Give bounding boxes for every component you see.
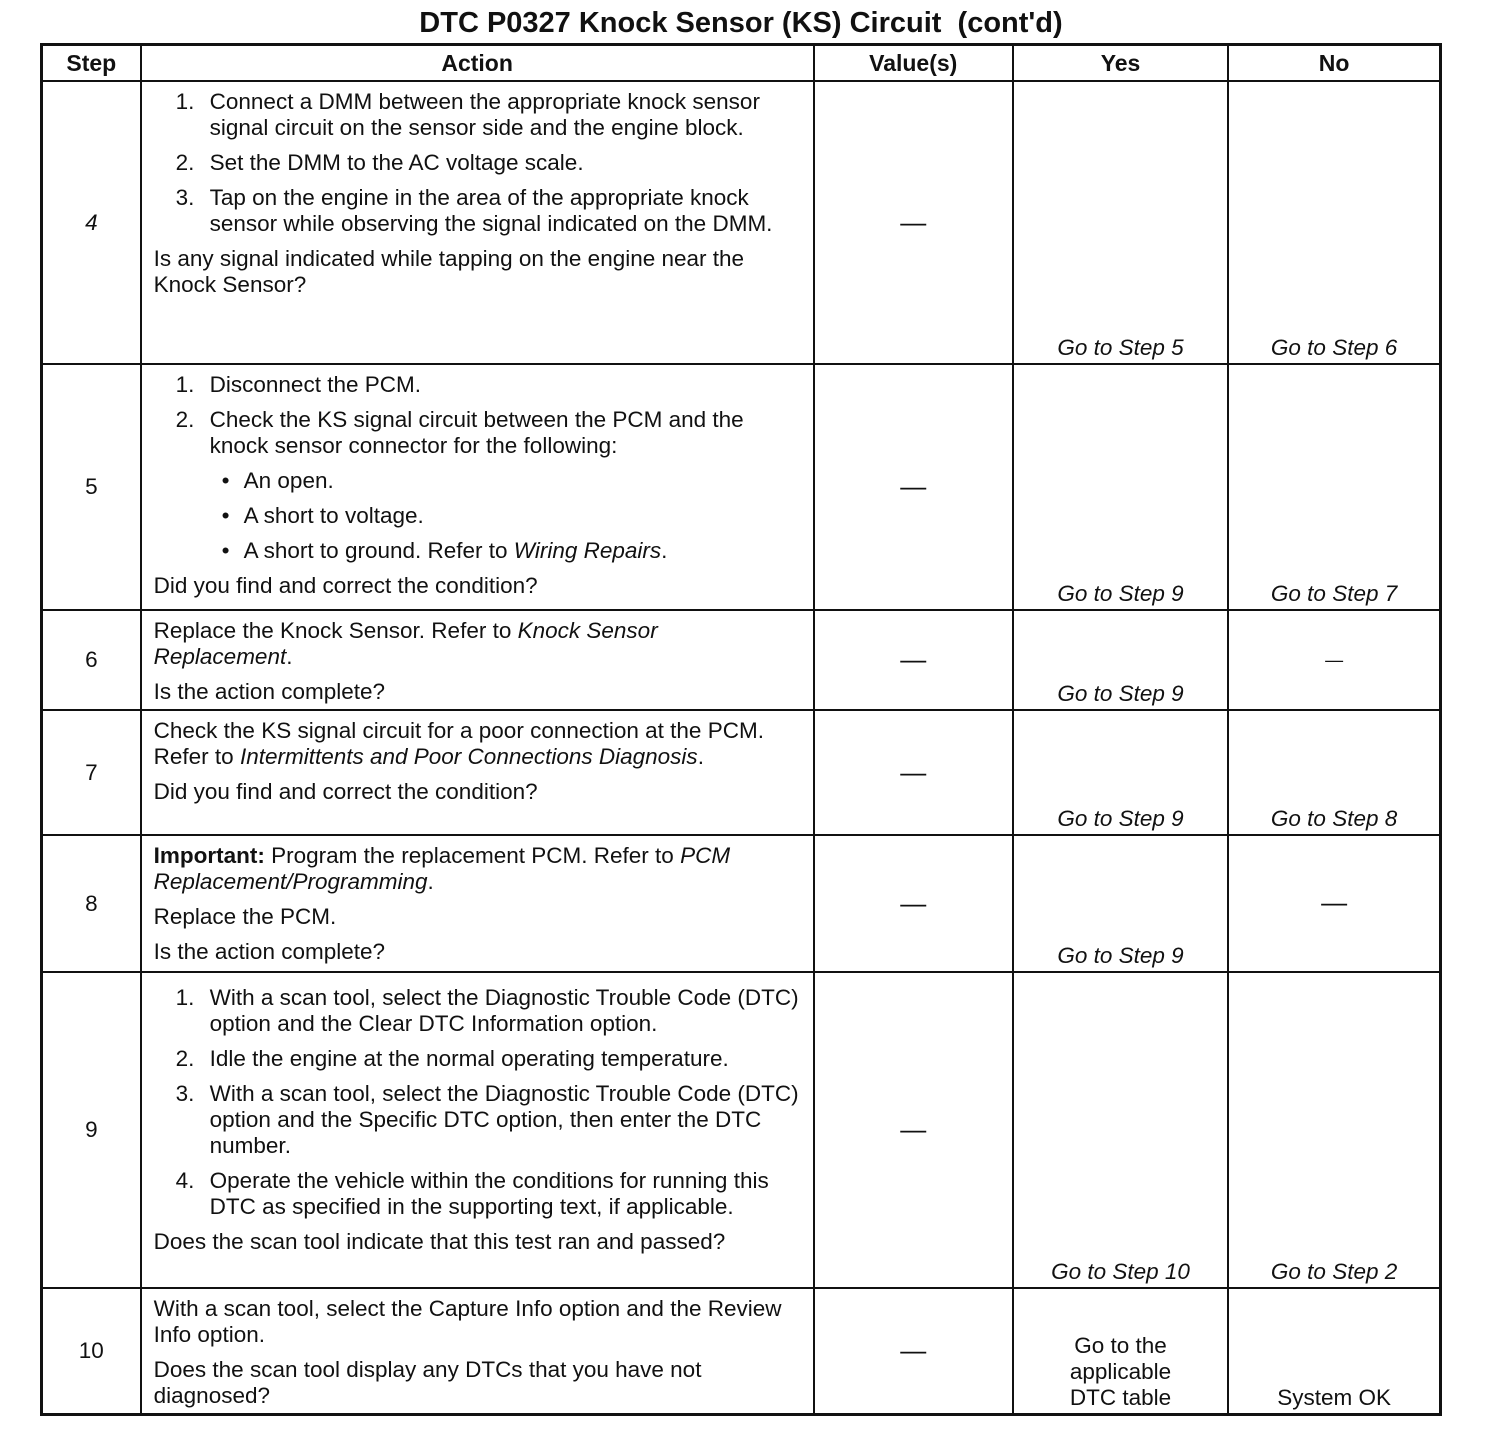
no-cell: — <box>1228 610 1440 710</box>
bullet-item: • A short to ground. Refer to Wiring Repairs. <box>221 538 668 563</box>
step-number: 9 <box>42 972 141 1288</box>
reference-link: Intermittents and Poor Connections Diagnosis <box>239 744 698 769</box>
value-cell: — <box>814 364 1013 610</box>
numbered-list <box>154 985 803 1220</box>
no-cell: System OK <box>1228 1288 1440 1415</box>
numbered-list <box>154 372 803 564</box>
no-cell: — <box>1228 835 1440 972</box>
diagnostic-table <box>40 43 1442 1416</box>
bullet-item: • An open. <box>221 468 334 493</box>
list-item: 2. Check the KS signal circuit between the PCM and the knock sensor connector for the following: • An open. • A short to voltage. • A short to ground. Refer to Wiring Repairs. <box>154 407 803 564</box>
step-number: 10 <box>42 1288 141 1415</box>
action-cell <box>141 710 814 835</box>
page-title: DTC P0327 Knock Sensor (KS) Circuit (cont'd) <box>419 7 1063 39</box>
step-number: 5 <box>42 364 141 610</box>
no-cell: Go to Step 7 <box>1228 364 1440 610</box>
step-number: 7 <box>42 710 141 835</box>
yes-cell: Go to Step 9 <box>1013 835 1228 972</box>
value-cell: — <box>814 710 1013 835</box>
reference-link: PCM Replacement/Programming <box>153 843 731 894</box>
table-row <box>42 610 1441 710</box>
yes-cell: Go to Step 10 <box>1013 972 1228 1288</box>
table-row <box>42 835 1441 972</box>
bullet-list <box>210 468 803 564</box>
question-text: Is the action complete? <box>153 939 386 964</box>
yes-cell: Go to Step 9 <box>1013 710 1228 835</box>
header-action: Action <box>141 45 814 82</box>
step-number: 4 <box>42 81 141 364</box>
yes-cell: Go to the applicable DTC table <box>1013 1288 1228 1415</box>
bullet-item: • A short to voltage. <box>221 503 424 528</box>
question-text: Did you find and correct the condition? <box>153 779 538 804</box>
action-cell <box>141 835 814 972</box>
table-row <box>42 364 1441 610</box>
action-cell <box>141 1288 814 1415</box>
important-label: Important: <box>153 843 265 868</box>
table-row <box>42 710 1441 835</box>
table-row <box>42 81 1441 364</box>
list-item: 3. Tap on the engine in the area of the appropriate knock sensor while observing the signal indicated on the DMM. <box>175 185 773 236</box>
no-cell: Go to Step 2 <box>1228 972 1440 1288</box>
list-item: 4. Operate the vehicle within the conditions for running this DTC as specified in the supporting text, if applicable. <box>175 1168 769 1219</box>
action-cell <box>141 610 814 710</box>
header-row <box>42 45 1441 82</box>
value-cell: — <box>814 972 1013 1288</box>
list-item: 3. With a scan tool, select the Diagnostic Trouble Code (DTC) option and the Specific DTC option, then enter the DTC number. <box>175 1081 799 1158</box>
step-number: 8 <box>42 835 141 972</box>
table-row <box>42 1288 1441 1415</box>
instruction-text: Check the KS signal circuit for a poor connection at the PCM. Refer to Intermittents and Poor Connections Diagnosis. <box>153 718 764 769</box>
numbered-list <box>154 89 803 237</box>
table-row <box>42 972 1441 1288</box>
no-cell: Go to Step 8 <box>1228 710 1440 835</box>
question-text: Does the scan tool display any DTCs that you have not diagnosed? <box>153 1357 702 1408</box>
reference-link: Knock Sensor Replacement <box>153 618 658 669</box>
question-text: Is any signal indicated while tapping on the engine near the Knock Sensor? <box>153 246 745 297</box>
header-yes: Yes <box>1013 45 1228 82</box>
action-cell <box>141 972 814 1288</box>
instruction-text: Replace the PCM. <box>153 904 337 929</box>
list-item: 1. Disconnect the PCM. <box>175 372 421 397</box>
step-number: 6 <box>42 610 141 710</box>
action-cell <box>141 364 814 610</box>
instruction-text: Replace the Knock Sensor. Refer to Knock Sensor Replacement. <box>153 618 658 669</box>
instruction-text: With a scan tool, select the Capture Info option and the Review Info option. <box>153 1296 782 1347</box>
header-no: No <box>1228 45 1440 82</box>
action-cell <box>141 81 814 364</box>
list-item: 2. Set the DMM to the AC voltage scale. <box>175 150 584 175</box>
yes-cell: Go to Step 9 <box>1013 364 1228 610</box>
yes-cell: Go to Step 5 <box>1013 81 1228 364</box>
reference-link: Wiring Repairs <box>513 538 662 563</box>
yes-cell: Go to Step 9 <box>1013 610 1228 710</box>
value-cell: — <box>814 81 1013 364</box>
list-item: 1. With a scan tool, select the Diagnostic Trouble Code (DTC) option and the Clear DTC Information option. <box>175 985 799 1036</box>
header-values: Value(s) <box>814 45 1013 82</box>
list-item: 1. Connect a DMM between the appropriate knock sensor signal circuit on the sensor side and the engine block. <box>175 89 760 140</box>
value-cell: — <box>814 610 1013 710</box>
no-cell: Go to Step 6 <box>1228 81 1440 364</box>
instruction-text: Important: Program the replacement PCM. Refer to PCM Replacement/Programming. <box>153 843 731 894</box>
value-cell: — <box>814 835 1013 972</box>
question-text: Is the action complete? <box>153 679 386 704</box>
value-cell: — <box>814 1288 1013 1415</box>
list-item: 2. Idle the engine at the normal operating temperature. <box>175 1046 729 1071</box>
question-text: Did you find and correct the condition? <box>153 573 538 598</box>
header-step: Step <box>42 45 141 82</box>
question-text: Does the scan tool indicate that this test ran and passed? <box>153 1229 726 1254</box>
